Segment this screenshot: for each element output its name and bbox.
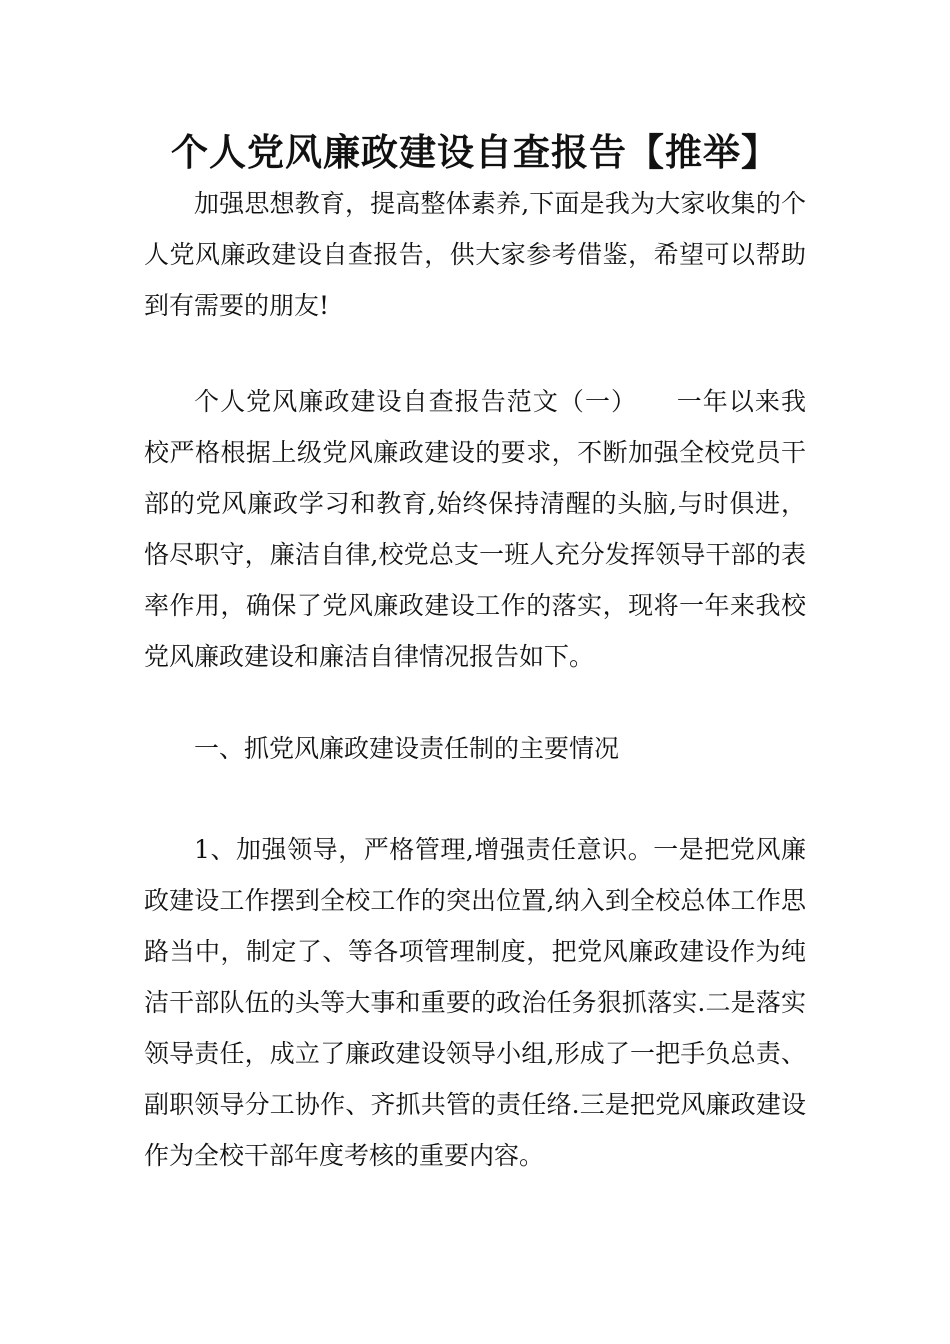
document-title: 个人党风廉政建设自查报告【推举】 (171, 130, 779, 174)
paragraph-sample-one: 个人党风廉政建设自查报告范文（一） 一年以来我校严格根据上级党风廉政建设的要求，不断加强全校党员干部的党风廉政学习和教育,始终保持清醒的头脑,与时俱进，恪尽职守，廉洁自律,校党总支一班人充分发挥领导干部的表率作用，确保了党风廉政建设工作的落实，现将一年来我校党风廉政建设和廉洁自律情况报告如下。 (144, 387, 806, 671)
paragraph-item-one: 1、加强领导，严格管理,增强责任意识。一是把党风廉政建设工作摆到全校工作的突出位置,纳入到全校总体工作思路当中，制定了、等各项管理制度，把党风廉政建设作为纯洁干部队伍的头等大事和重要的政治任务狠抓落实.二是落实领导责任，成立了廉政建设领导小组,形成了一把手负总责、副职领导分工协作、齐抓共管的责任络.三是把党风廉政建设作为全校干部年度考核的重要内容。 (144, 835, 806, 1170)
paragraph-intro: 加强思想教育，提高整体素养,下面是我为大家收集的个人党风廉政建设自查报告，供大家参考借鉴，希望可以帮助到有需要的朋友! (144, 189, 806, 320)
section-heading: 一、抓党风廉政建设责任制的主要情况 (194, 734, 620, 763)
